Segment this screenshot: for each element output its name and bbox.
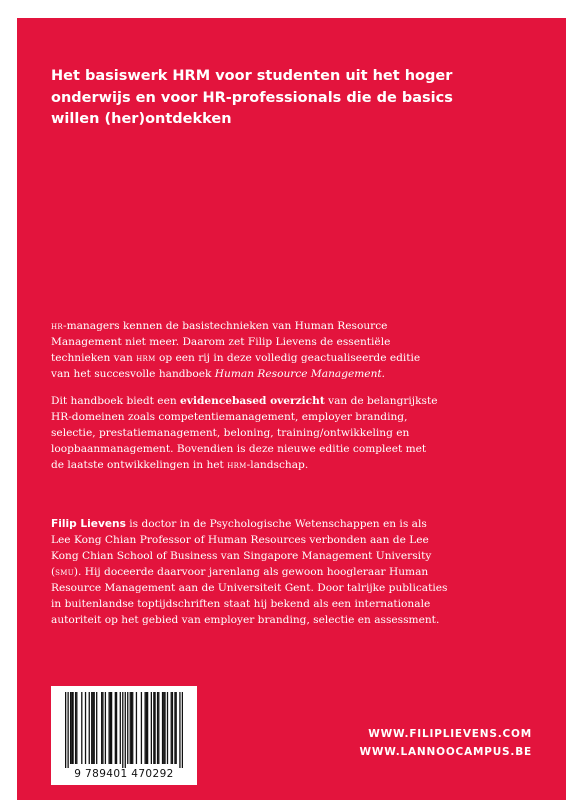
barcode-bar: [115, 692, 116, 764]
handbook-text: Dit handboek biedt een: [51, 395, 181, 407]
smallcaps-abbr: hrm: [136, 352, 156, 364]
author-text: ). Hij doceerde daarvoor jarenlang als gewoon hoogleraar Human: [73, 566, 429, 578]
barcode-bar: [65, 692, 66, 768]
intro-text: van het succesvolle handboek: [51, 368, 215, 380]
barcode-bar: [110, 692, 111, 764]
barcode-bar: [96, 692, 97, 764]
barcode-bar: [116, 692, 117, 764]
barcode-bar: [132, 692, 133, 764]
headline-line: willen (her)ontdekken: [51, 111, 232, 127]
barcode-bar: [144, 692, 145, 764]
barcode-bar: [174, 692, 175, 764]
barcode-bar: [131, 692, 132, 764]
barcode-bar: [164, 692, 165, 764]
barcode-bar: [94, 692, 95, 764]
cover-headline: [51, 66, 531, 131]
barcode-bar: [75, 692, 76, 764]
isbn-number: 9 789401 470292: [74, 768, 174, 780]
emphasis-text: evidencebased overzicht: [180, 395, 325, 407]
barcode-bar: [172, 692, 173, 764]
barcode-bar: [71, 692, 72, 764]
back-cover: [17, 18, 566, 800]
website-links: [359, 726, 532, 761]
barcode-bar: [157, 692, 158, 764]
author-text: Lee Kong Chian Professor of Human Resources verbonden aan de Lee: [51, 534, 429, 546]
intro-text: Management niet meer. Daarom zet Filip Lievens de essentiële: [51, 336, 391, 348]
headline-line: onderwijs en voor HR-professionals die de basics: [51, 89, 453, 106]
barcode-bar: [81, 692, 82, 764]
author-text: Kong Chian School of Business van Singapore Management University: [51, 550, 432, 562]
author-text: autoriteit op het gebied van employer branding, selectie en assessment.: [51, 614, 440, 626]
barcode-bar: [70, 692, 71, 764]
barcode-bar: [108, 692, 109, 764]
handbook-text: selectie, prestatiemanagement, beloning, training/ontwikkeling en: [51, 427, 410, 439]
intro-text: technieken van: [51, 352, 137, 364]
author-text: in buitenlandse toptijdschriften staat hij bekend als een internationale: [51, 598, 431, 610]
barcode-bar: [76, 692, 77, 764]
barcode-bar: [127, 692, 128, 764]
barcode-bar: [163, 692, 164, 764]
isbn-barcode: [51, 686, 197, 785]
barcode-bar: [179, 692, 180, 768]
headline-line: Het basiswerk HRM voor studenten uit het hoger: [51, 68, 453, 84]
handbook-text: de laatste ontwikkelingen in het: [51, 459, 228, 471]
intro-text: -managers kennen de basistechnieken van Human Resource: [62, 320, 388, 332]
barcode-bar: [91, 692, 92, 764]
barcode-bar: [102, 692, 103, 764]
author-name: Filip Lievens: [51, 518, 126, 530]
barcode-bar: [153, 692, 154, 764]
barcode-bar: [162, 692, 163, 764]
barcode-bar: [67, 692, 68, 768]
barcode-bar: [167, 692, 168, 764]
barcode-bar: [120, 692, 121, 764]
barcode-bar: [85, 692, 86, 764]
author-text: (: [51, 566, 56, 578]
barcode-bar: [101, 692, 102, 764]
book-title: Human Resource Management.: [214, 368, 386, 380]
barcode-bar: [147, 692, 148, 764]
website-lannoocampus[interactable]: WWW.LANNOOCAMPUS.BE: [359, 745, 532, 758]
barcode-bar: [182, 692, 183, 768]
barcode-bar: [136, 692, 137, 764]
barcode-bar: [146, 692, 147, 764]
handbook-text: van de belangrijkste: [324, 395, 438, 407]
barcode-bar: [171, 692, 172, 764]
handbook-paragraph: [51, 393, 551, 473]
barcode-bar: [111, 692, 112, 764]
website-filiplievens[interactable]: WWW.FILIPLIEVENS.COM: [368, 728, 532, 740]
barcode-icon: [65, 692, 183, 768]
barcode-bar: [158, 692, 159, 764]
barcode-bar: [154, 692, 155, 764]
barcode-bar: [141, 692, 142, 764]
smallcaps-abbr: hr: [51, 320, 63, 332]
barcode-bar: [89, 692, 90, 764]
author-paragraph: [51, 516, 551, 628]
author-text: Resource Management aan de Universiteit Gent. Door talrijke publicaties: [51, 582, 448, 594]
barcode-bar: [176, 692, 177, 764]
author-text: is doctor in de Psychologische Wetenschappen en is als: [125, 518, 427, 530]
barcode-bar: [151, 692, 152, 764]
smallcaps-abbr: smu: [55, 566, 74, 578]
barcode-bar: [72, 692, 73, 764]
handbook-text: HR-domeinen zoals competentiemanagement, employer branding,: [51, 411, 408, 423]
barcode-bar: [130, 692, 131, 764]
barcode-bar: [125, 692, 126, 768]
barcode-bar: [105, 692, 106, 764]
intro-paragraph: [51, 318, 551, 382]
handbook-text: -landschap.: [246, 459, 309, 471]
smallcaps-abbr: hrm: [227, 459, 247, 471]
barcode-bar: [122, 692, 123, 768]
intro-text: op een rij in deze volledig geactualiseerde editie: [155, 352, 421, 364]
handbook-text: loopbaanmanagement. Bovendien is deze nieuwe editie compleet met: [51, 443, 427, 455]
barcode-bar: [92, 692, 93, 764]
